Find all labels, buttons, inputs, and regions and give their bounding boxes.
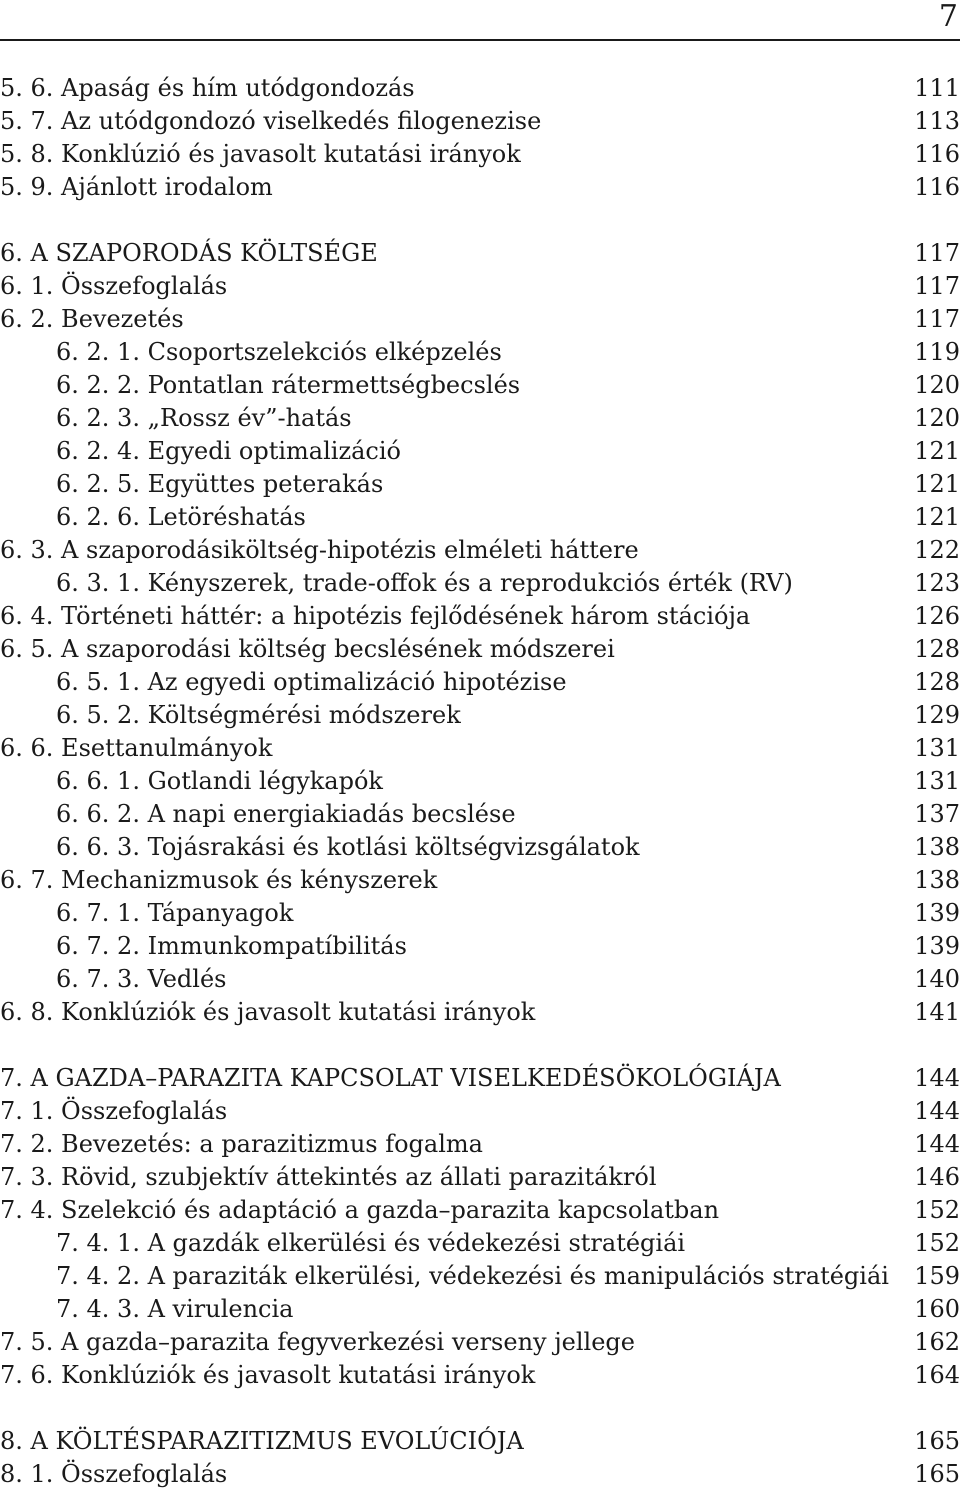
toc-entry-page-number: 141 (914, 998, 960, 1026)
toc-entry-page-number: 120 (914, 404, 960, 432)
toc-entry-title: 6. A SZAPORODÁS KÖLTSÉGE (0, 239, 378, 267)
toc-entry-page-number: 146 (914, 1163, 960, 1191)
toc-entry (0, 1359, 960, 1392)
toc-entry-page-number: 119 (914, 338, 960, 366)
toc-entry (0, 369, 960, 402)
toc-entry-title: 6. 2. 5. Együttes peterakás (56, 470, 384, 498)
toc-entry (0, 699, 960, 732)
toc-entry (0, 930, 960, 963)
toc-entry-title: 6. 5. 2. Költségmérési módszerek (56, 701, 461, 729)
toc-entry (0, 831, 960, 864)
toc-entry-page-number: 138 (914, 833, 960, 861)
toc-entry-page-number: 111 (914, 74, 960, 102)
toc-entry-title: 7. 4. 1. A gazdák elkerülési és védekezési stratégiái (56, 1229, 686, 1257)
toc-entry (0, 534, 960, 567)
toc-entry (0, 798, 960, 831)
toc-entry-title: 7. 5. A gazda–parazita fegyverkezési verseny jellege (0, 1328, 635, 1356)
toc-entry-title: 6. 6. 3. Tojásrakási és kotlási költségvizsgálatok (56, 833, 640, 861)
toc-entry-page-number: 144 (914, 1064, 960, 1092)
toc-entry (0, 996, 960, 1029)
toc-entry-title: 6. 7. Mechanizmusok és kényszerek (0, 866, 438, 894)
toc-entry (0, 303, 960, 336)
toc-entry-page-number: 121 (914, 437, 960, 465)
toc-entry-title: 8. A KÖLTÉSPARAZITIZMUS EVOLÚCIÓJA (0, 1427, 524, 1455)
toc-entry (0, 633, 960, 666)
toc-chapter-heading (0, 1425, 960, 1458)
toc-entry-page-number: 152 (914, 1229, 960, 1257)
toc-entry-title: 6. 2. Bevezetés (0, 305, 184, 333)
toc-entry (0, 1161, 960, 1194)
toc-entry-title: 6. 6. Esettanulmányok (0, 734, 273, 762)
toc-entry-page-number: 121 (914, 470, 960, 498)
toc-entry (0, 402, 960, 435)
toc-entry-title: 6. 7. 1. Tápanyagok (56, 899, 294, 927)
toc-entry (0, 1458, 960, 1491)
toc-entry (0, 1260, 960, 1293)
toc-entry (0, 1194, 960, 1227)
toc-entry-title: 7. A GAZDA–PARAZITA KAPCSOLAT VISELKEDÉSÖKOLÓGIÁJA (0, 1064, 781, 1092)
toc-entry-page-number: 128 (914, 668, 960, 696)
toc-entry (0, 468, 960, 501)
toc-entry (0, 1227, 960, 1260)
toc-entry-page-number: 140 (914, 965, 960, 993)
toc-entry-page-number: 131 (914, 767, 960, 795)
toc-entry-page-number: 121 (914, 503, 960, 531)
toc-entry-page-number: 116 (914, 140, 960, 168)
toc-entry (0, 138, 960, 171)
toc-entry-page-number: 128 (914, 635, 960, 663)
toc-entry-page-number: 165 (914, 1427, 960, 1455)
toc-entry-title: 6. 2. 2. Pontatlan rátermettségbecslés (56, 371, 521, 399)
toc-entry (0, 765, 960, 798)
toc-entry (0, 1128, 960, 1161)
toc-entry-title: 6. 6. 2. A napi energiakiadás becslése (56, 800, 516, 828)
toc-entry-title: 7. 4. 3. A virulencia (56, 1295, 294, 1323)
toc-entry-page-number: 152 (914, 1196, 960, 1224)
toc-entry-title: 8. 1. Összefoglalás (0, 1460, 228, 1488)
toc-entry (0, 897, 960, 930)
toc-entry-title: 6. 5. 1. Az egyedi optimalizáció hipotézise (56, 668, 567, 696)
toc-entry (0, 1095, 960, 1128)
toc-entry-page-number: 160 (914, 1295, 960, 1323)
toc-entry-title: 7. 1. Összefoglalás (0, 1097, 228, 1125)
toc-entry-title: 6. 2. 4. Egyedi optimalizáció (56, 437, 401, 465)
toc-entry-title: 6. 6. 1. Gotlandi légykapók (56, 767, 383, 795)
toc-entry-page-number: 139 (914, 932, 960, 960)
toc-entry-title: 7. 2. Bevezetés: a parazitizmus fogalma (0, 1130, 483, 1158)
toc-entry (0, 1326, 960, 1359)
toc-entry-page-number: 162 (914, 1328, 960, 1356)
toc-entry (0, 72, 960, 105)
toc-entry-page-number: 164 (914, 1361, 960, 1389)
toc-entry-title: 6. 2. 6. Letöréshatás (56, 503, 306, 531)
toc-entry (0, 963, 960, 996)
toc-entry-page-number: 117 (914, 272, 960, 300)
toc-entry-title: 6. 5. A szaporodási költség becslésének módszerei (0, 635, 615, 663)
toc-entry (0, 567, 960, 600)
toc-entry-page-number: 117 (914, 305, 960, 333)
toc-entry-title: 5. 8. Konklúzió és javasolt kutatási irányok (0, 140, 521, 168)
toc-entry (0, 336, 960, 369)
toc-entry (0, 501, 960, 534)
toc-entry-page-number: 137 (914, 800, 960, 828)
toc-entry (0, 105, 960, 138)
toc-entry-title: 6. 1. Összefoglalás (0, 272, 228, 300)
toc-entry-page-number: 113 (914, 107, 960, 135)
toc-chapter-heading (0, 237, 960, 270)
toc-entry (0, 732, 960, 765)
page-number: 7 (938, 0, 958, 34)
toc-entry-page-number: 116 (914, 173, 960, 201)
toc-chapter-heading (0, 1062, 960, 1095)
toc-entry-page-number: 131 (914, 734, 960, 762)
toc-entry-title: 6. 8. Konklúziók és javasolt kutatási irányok (0, 998, 536, 1026)
toc-entry-title: 6. 3. 1. Kényszerek, trade-offok és a reprodukciós érték (RV) (56, 569, 793, 597)
toc-entry (0, 600, 960, 633)
toc-entry-title: 6. 2. 1. Csoportszelekciós elképzelés (56, 338, 502, 366)
toc-entry-page-number: 138 (914, 866, 960, 894)
toc-entry (0, 666, 960, 699)
toc-entry-page-number: 165 (914, 1460, 960, 1488)
toc-entry-title: 6. 2. 3. „Rossz év”-hatás (56, 404, 352, 432)
toc-entry-title: 6. 7. 2. Immunkompatíbilitás (56, 932, 407, 960)
toc-entry-page-number: 117 (914, 239, 960, 267)
toc-entry-title: 7. 4. Szelekció és adaptáció a gazda–parazita kapcsolatban (0, 1196, 720, 1224)
toc-entry-title: 7. 4. 2. A paraziták elkerülési, védekezési és manipulációs stratégiái (56, 1262, 889, 1290)
toc-entry-page-number: 144 (914, 1130, 960, 1158)
toc-entry (0, 864, 960, 897)
toc-entry-page-number: 122 (914, 536, 960, 564)
toc-entry-title: 5. 6. Apaság és hím utódgondozás (0, 74, 415, 102)
header-rule (0, 39, 960, 41)
toc-entry-page-number: 123 (914, 569, 960, 597)
toc-entry-page-number: 159 (914, 1262, 960, 1290)
toc-entry-title: 6. 4. Történeti háttér: a hipotézis fejlődésének három stációja (0, 602, 751, 630)
toc-entry (0, 1293, 960, 1326)
toc-entry-page-number: 144 (914, 1097, 960, 1125)
toc-entry-title: 5. 7. Az utódgondozó viselkedés filogenezise (0, 107, 542, 135)
toc-entry-title: 6. 3. A szaporodásiköltség-hipotézis elméleti háttere (0, 536, 639, 564)
toc-entry-page-number: 139 (914, 899, 960, 927)
toc-entry-title: 5. 9. Ajánlott irodalom (0, 173, 273, 201)
toc-entry (0, 270, 960, 303)
toc-entry-title: 7. 6. Konklúziók és javasolt kutatási irányok (0, 1361, 536, 1389)
toc-entry-page-number: 129 (914, 701, 960, 729)
table-of-contents (0, 72, 960, 1491)
toc-entry-title: 6. 7. 3. Vedlés (56, 965, 227, 993)
toc-entry-page-number: 126 (914, 602, 960, 630)
toc-entry (0, 435, 960, 468)
toc-entry (0, 171, 960, 204)
toc-entry-title: 7. 3. Rövid, szubjektív áttekintés az állati parazitákról (0, 1163, 657, 1191)
toc-entry-page-number: 120 (914, 371, 960, 399)
